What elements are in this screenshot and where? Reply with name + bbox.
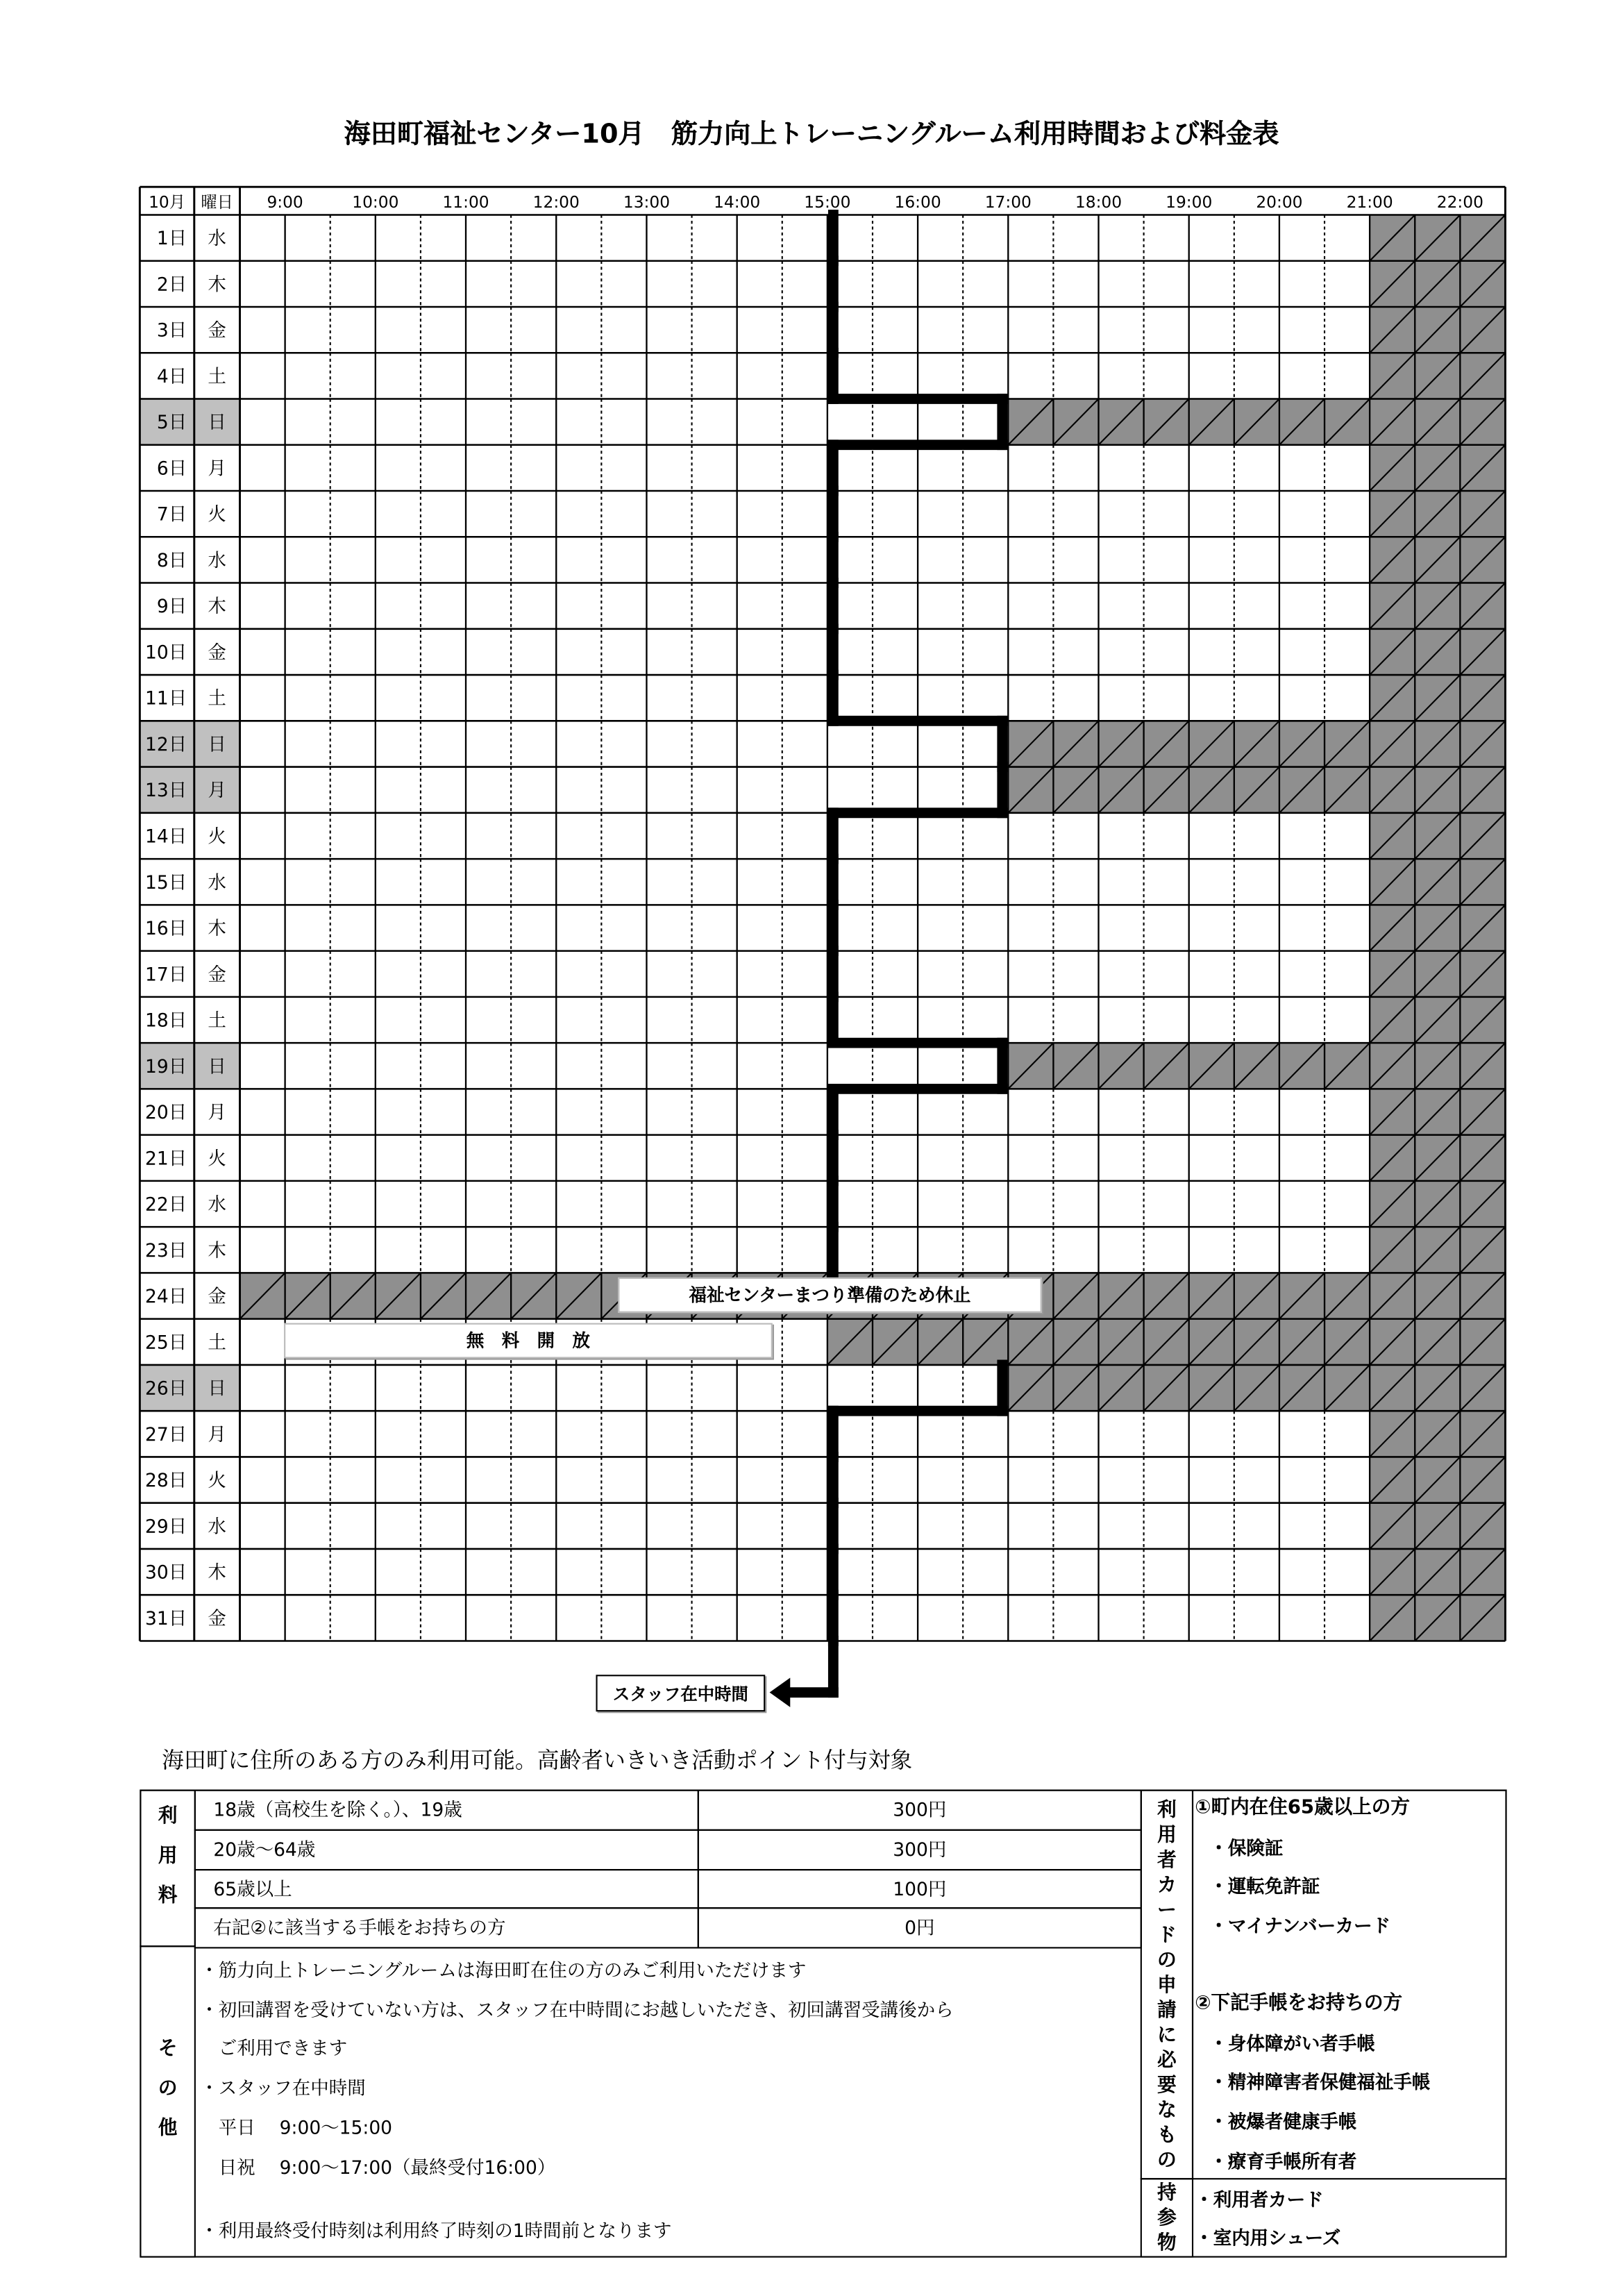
arrow-left-icon (770, 1677, 791, 1707)
requirements-label-char: 利 (1157, 1800, 1177, 1822)
day-row (145, 859, 1505, 905)
day-date: 7日 (156, 503, 187, 526)
day-date: 20日 (145, 1102, 187, 1124)
requirement-item: ・身体障がい者手帳 (1209, 2032, 1375, 2055)
day-date: 31日 (145, 1607, 187, 1629)
requirements-label-char: ー (1157, 1900, 1177, 1922)
day-weekday: 月 (208, 1423, 226, 1446)
day-weekday: 月 (208, 1102, 226, 1124)
day-weekday: 火 (208, 1470, 226, 1492)
day-row (145, 629, 1505, 675)
day-weekday: 火 (208, 503, 226, 526)
day-weekday: 水 (208, 1193, 226, 1216)
header-time-label: 19:00 (1166, 192, 1213, 212)
fee-label-char: 利 (158, 1805, 178, 1828)
other-line: ・初回講習を受けていない方は、スタッフ在中時間にお越しいただき、初回講習受講後から (200, 1998, 954, 2021)
day-date: 3日 (156, 319, 187, 342)
day-row (145, 1549, 1505, 1595)
day-date: 15日 (145, 871, 187, 894)
day-date: 1日 (156, 228, 187, 250)
bring-label-char: 物 (1157, 2232, 1177, 2255)
day-date: 30日 (145, 1561, 187, 1584)
day-date: 12日 (145, 733, 187, 755)
requirement-group-title: ②下記手帳をお持ちの方 (1195, 1993, 1403, 2015)
day-row (145, 813, 1505, 859)
day-date: 11日 (145, 687, 187, 710)
closed-banner: 福祉センターまつり準備のため休止 (618, 1277, 1041, 1313)
requirements-label-char: 用 (1157, 1825, 1177, 1847)
day-weekday: 金 (208, 1286, 226, 1308)
header-weekday: 曜日 (201, 192, 233, 212)
other-line: ・スタッフ在中時間 (200, 2076, 366, 2099)
day-date: 21日 (145, 1148, 187, 1170)
fee-category: 18歳（高校生を除く。）、19歳 (213, 1798, 462, 1821)
header-time-label: 13:00 (623, 192, 671, 212)
day-date: 23日 (145, 1239, 187, 1262)
day-date: 5日 (156, 412, 187, 434)
day-weekday: 金 (208, 319, 226, 342)
day-weekday: 日 (208, 733, 226, 755)
day-row (145, 997, 1505, 1043)
requirements-label-char: も (1157, 2125, 1177, 2147)
fee-label (140, 1804, 196, 1909)
day-date: 9日 (156, 596, 187, 618)
day-weekday: 木 (208, 596, 226, 618)
day-date: 17日 (145, 964, 187, 986)
bring-item: ・室内用シューズ (1195, 2227, 1341, 2249)
other-line: ご利用できます (200, 2036, 348, 2059)
requirements-label-char: 必 (1157, 2050, 1177, 2072)
day-row (145, 1181, 1505, 1227)
fee-category: 65歳以上 (213, 1877, 292, 1900)
requirement-item: ・運転免許証 (1209, 1875, 1320, 1897)
fee-category: 20歳～64歳 (213, 1838, 316, 1861)
requirements-label-char: な (1157, 2100, 1177, 2122)
day-weekday: 月 (208, 458, 226, 480)
day-weekday: 火 (208, 826, 226, 848)
requirements-label-char: の (1157, 1950, 1177, 1972)
bring-label-char: 持 (1157, 2182, 1177, 2205)
day-row (145, 1227, 1505, 1273)
day-row (140, 721, 1505, 766)
day-date: 8日 (156, 549, 187, 571)
fee-label-char: 用 (158, 1845, 178, 1868)
header-time-label: 16:00 (894, 192, 941, 212)
other-label-char: 他 (158, 2118, 178, 2140)
day-date: 24日 (145, 1286, 187, 1308)
header-time-label: 18:00 (1075, 192, 1122, 212)
requirements-label-char: カ (1157, 1875, 1177, 1897)
day-weekday: 金 (208, 964, 226, 986)
staff-hours-label: スタッフ在中時間 (596, 1675, 765, 1711)
requirement-item: ・保険証 (1209, 1836, 1284, 1859)
day-row (140, 1043, 1505, 1089)
day-weekday: 木 (208, 1561, 226, 1584)
day-weekday: 水 (208, 871, 226, 894)
header-time-label: 10:00 (352, 192, 399, 212)
day-weekday: 日 (208, 412, 226, 434)
other-label (140, 2037, 196, 2141)
day-row (145, 1503, 1505, 1549)
bring-item: ・利用者カード (1195, 2188, 1324, 2211)
requirements-label-char: 申 (1157, 1975, 1177, 1997)
header-time-label: 22:00 (1436, 192, 1483, 212)
other-line: ・筋力向上トレーニングルームは海田町在住の方のみご利用いただけます (200, 1959, 807, 1981)
header-time-label: 12:00 (532, 192, 580, 212)
day-date: 6日 (156, 458, 187, 480)
day-date: 18日 (145, 1009, 187, 1032)
day-weekday: 月 (208, 780, 226, 802)
day-date: 22日 (145, 1193, 187, 1216)
day-date: 2日 (156, 274, 187, 296)
requirement-item: ・マイナンバーカード (1209, 1914, 1391, 1937)
requirement-item: ・療育手帳所有者 (1209, 2150, 1357, 2172)
requirements-label-char: 請 (1157, 2000, 1177, 2022)
eligibility-note: 海田町に住所のある方のみ利用可能。高齢者いきいき活動ポイント付与対象 (162, 1747, 913, 1774)
day-date: 4日 (156, 365, 187, 387)
requirements-label-char: 者 (1157, 1850, 1177, 1872)
requirement-item: ・精神障害者保健福祉手帳 (1209, 2070, 1431, 2093)
header-time-label: 14:00 (714, 192, 761, 212)
day-date: 25日 (145, 1332, 187, 1354)
day-weekday: 土 (208, 1009, 226, 1032)
day-date: 29日 (145, 1516, 187, 1538)
header-time-label: 11:00 (442, 192, 489, 212)
day-date: 27日 (145, 1423, 187, 1446)
day-row (145, 1411, 1505, 1457)
day-row (145, 1595, 1505, 1641)
day-date: 28日 (145, 1470, 187, 1492)
day-date: 14日 (145, 826, 187, 848)
day-weekday: 土 (208, 1332, 226, 1354)
bring-label (1141, 2181, 1193, 2256)
other-line: ・利用最終受付時刻は利用終了時刻の1時間前となります (200, 2219, 672, 2242)
day-weekday: 金 (208, 1607, 226, 1629)
day-weekday: 土 (208, 365, 226, 387)
day-row (145, 951, 1505, 997)
free-open-banner: 無 料 開 放 (284, 1323, 773, 1359)
requirements-label-char: の (1157, 2150, 1177, 2172)
day-row (145, 1457, 1505, 1502)
day-row (140, 1365, 1505, 1411)
day-date: 16日 (145, 918, 187, 940)
day-weekday: 日 (208, 1377, 226, 1400)
day-date: 19日 (145, 1055, 187, 1078)
day-row (140, 767, 1505, 813)
header-time-label: 21:00 (1346, 192, 1393, 212)
requirements-label (1141, 1798, 1193, 2174)
day-date: 10日 (145, 642, 187, 664)
day-date: 26日 (145, 1377, 187, 1400)
header-time-label: 17:00 (984, 192, 1032, 212)
day-row (145, 1135, 1505, 1181)
requirements-label-char: 要 (1157, 2075, 1177, 2097)
fee-label-char: 料 (158, 1885, 178, 1908)
header-time-label: 15:00 (804, 192, 851, 212)
fee-price: 100円 (893, 1877, 947, 1900)
day-weekday: 日 (208, 1055, 226, 1078)
day-weekday: 木 (208, 918, 226, 940)
requirements-label-char: ド (1157, 1925, 1177, 1947)
header-time-label: 9:00 (267, 192, 303, 212)
fee-category: 右記②に該当する手帳をお持ちの方 (213, 1916, 506, 1938)
fee-price: 300円 (893, 1838, 947, 1861)
other-label-char: の (158, 2078, 178, 2100)
header-time-label: 20:00 (1256, 192, 1303, 212)
requirements-label-char: に (1157, 2025, 1177, 2047)
requirement-item: ・被爆者健康手帳 (1209, 2110, 1357, 2133)
day-weekday: 水 (208, 549, 226, 571)
day-row (145, 1089, 1505, 1134)
day-row (145, 905, 1505, 950)
day-weekday: 木 (208, 274, 226, 296)
day-weekday: 土 (208, 687, 226, 710)
other-line: 日祝 9:00～17:00（最終受付16:00） (200, 2156, 556, 2179)
other-label-char: そ (158, 2038, 178, 2061)
fee-price: 300円 (893, 1798, 947, 1821)
day-row (145, 675, 1505, 721)
day-weekday: 水 (208, 1516, 226, 1538)
bring-label-char: 参 (1157, 2207, 1177, 2230)
header-month: 10月 (149, 192, 186, 212)
page-title: 海田町福祉センター10月 筋力向上トレーニングルーム利用時間および料金表 (344, 119, 1279, 151)
day-weekday: 水 (208, 228, 226, 250)
day-weekday: 火 (208, 1148, 226, 1170)
day-date: 13日 (145, 780, 187, 802)
requirement-group-title: ①町内在住65歳以上の方 (1195, 1797, 1410, 1819)
other-line: 平日 9:00～15:00 (200, 2116, 393, 2138)
fee-price: 0円 (905, 1916, 935, 1938)
day-weekday: 木 (208, 1239, 226, 1262)
day-weekday: 金 (208, 642, 226, 664)
day-row (140, 399, 1505, 445)
